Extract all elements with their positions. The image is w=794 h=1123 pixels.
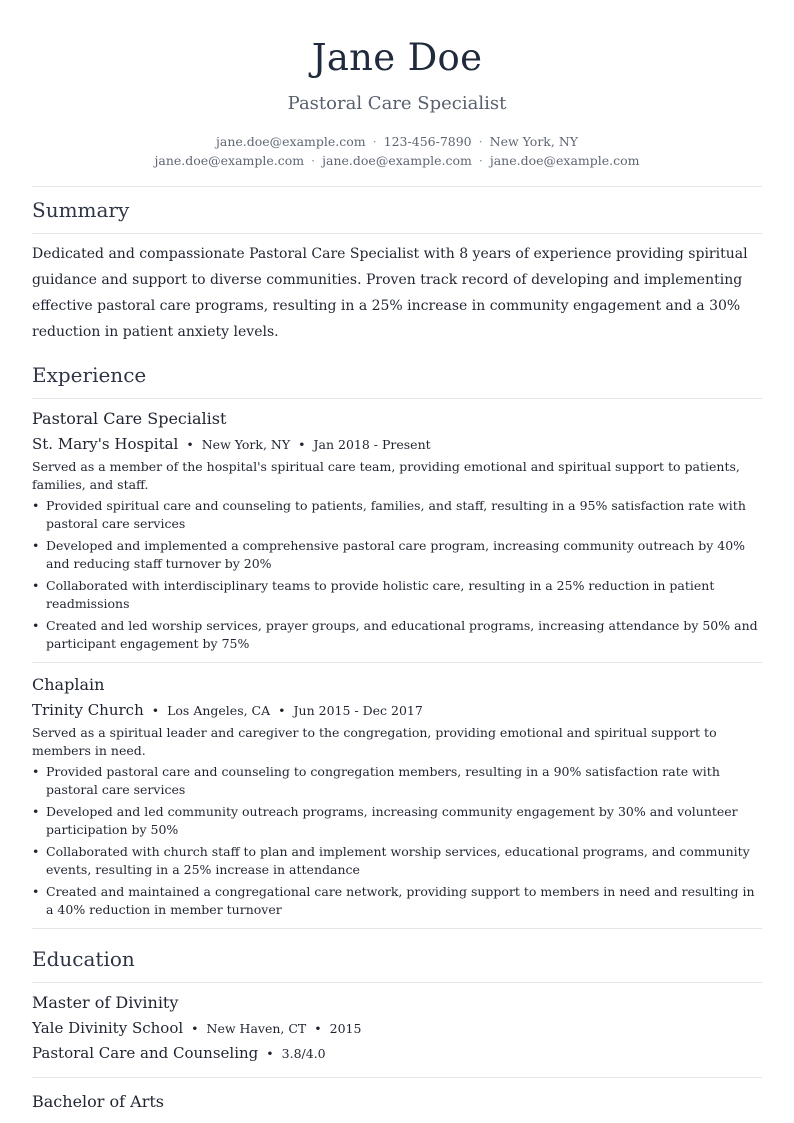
summary-heading: Summary: [32, 198, 130, 222]
bullet-icon: •: [32, 844, 40, 859]
meta-separator: •: [266, 1046, 274, 1061]
bullet-icon: •: [32, 578, 40, 593]
bullet-text: Collaborated with church staff to plan and implement worship services, educational programs, and community events, resulting in a 25% increase in attendance: [46, 844, 750, 877]
bullet-icon: •: [32, 884, 40, 899]
section-divider: [32, 928, 762, 929]
contact-separator: ·: [311, 153, 316, 168]
meta-separator: •: [278, 703, 286, 718]
meta-separator: •: [298, 437, 306, 452]
list-item: [32, 577, 762, 613]
contact-separator: ·: [478, 134, 483, 149]
experience-entry: [32, 674, 762, 919]
bullet-icon: •: [32, 618, 40, 633]
list-item: [32, 803, 762, 839]
list-item: [32, 537, 762, 573]
bullet-icon: •: [32, 764, 40, 779]
job-location: New York, NY: [201, 437, 291, 452]
bullet-icon: •: [32, 538, 40, 553]
job-bullets: [32, 497, 762, 653]
bullet-text: Developed and implemented a comprehensive pastoral care program, increasing community outreach by 40% and reducing staff turnover by 20%: [46, 538, 746, 571]
bullet-text: Created and led worship services, prayer groups, and educational programs, increasing attendance by 50% and participant engagement by 75%: [46, 618, 758, 651]
contact-line-2: [32, 151, 762, 170]
bullet-text: Created and maintained a congregational care network, providing support to members in need and resulting in a 40% reduction in member turnover: [46, 884, 755, 917]
meta-separator: •: [191, 1021, 199, 1036]
job-meta: [32, 434, 762, 455]
job-meta: [32, 700, 762, 721]
contact-separator: ·: [478, 153, 483, 168]
bullet-text: Provided pastoral care and counseling to congregation members, resulting in a 90% satisfaction rate with pastoral care services: [46, 764, 720, 797]
field-of-study: Pastoral Care and Counseling: [32, 1044, 259, 1062]
candidate-title: Pastoral Care Specialist: [287, 93, 507, 114]
candidate-name: Jane Doe: [311, 36, 483, 79]
contact-link[interactable]: jane.doe@example.com: [489, 153, 640, 168]
job-dates: Jun 2015 - Dec 2017: [293, 703, 423, 718]
contact-link[interactable]: jane.doe@example.com: [322, 153, 472, 168]
school-location: New Haven, CT: [206, 1021, 307, 1036]
education-entry: [32, 992, 762, 1064]
gpa: 3.8/4.0: [281, 1046, 326, 1061]
bullet-text: Collaborated with interdisciplinary teams to provide holistic care, resulting in a 25% reduction in patient readmissions: [46, 578, 715, 611]
list-item: [32, 763, 762, 799]
job-description: Served as a spiritual leader and caregiver to the congregation, providing emotional and spiritual support to members in need.: [32, 725, 717, 758]
experience-heading: Experience: [32, 363, 147, 387]
experience-entry: [32, 408, 762, 653]
education-divider: [32, 982, 762, 983]
contact-phone[interactable]: 123-456-7890: [383, 134, 472, 149]
meta-separator: •: [186, 437, 194, 452]
contact-link[interactable]: jane.doe@example.com: [154, 153, 305, 168]
job-description: Served as a member of the hospital's spiritual care team, providing emotional and spiritual support to patients, families, and staff.: [32, 459, 740, 492]
meta-separator: •: [314, 1021, 322, 1036]
contact-location: New York, NY: [489, 134, 579, 149]
list-item: [32, 883, 762, 919]
experience-divider: [32, 398, 762, 399]
list-item: [32, 497, 762, 533]
bullet-text: Developed and led community outreach programs, increasing community engagement by 30% and volunteer participation by 50%: [46, 804, 738, 837]
education-entry-divider: [32, 1077, 762, 1078]
job-organization: St. Mary's Hospital: [32, 435, 179, 453]
job-dates: Jan 2018 - Present: [313, 437, 431, 452]
degree-title: Master of Divinity: [32, 993, 179, 1012]
contact-email[interactable]: jane.doe@example.com: [215, 134, 366, 149]
education-heading: Education: [32, 947, 135, 971]
education-meta: [32, 1018, 762, 1039]
job-bullets: [32, 763, 762, 919]
resume-header: [32, 0, 762, 170]
summary-text: Dedicated and compassionate Pastoral Care Specialist with 8 years of experience providing spiritual guidance and support to diverse communities. Proven track record of developing and implementing effective pastoral care programs, resulting in a 25% increase in community engagement and a 30% reduction in patient anxiety levels.: [32, 246, 748, 340]
meta-separator: •: [151, 703, 160, 718]
summary-divider: [32, 233, 762, 234]
bullet-icon: •: [32, 804, 40, 819]
school-name: Yale Divinity School: [32, 1019, 184, 1037]
contact-separator: ·: [372, 134, 377, 149]
list-item: [32, 617, 762, 653]
job-divider: [32, 662, 762, 663]
job-title: Chaplain: [32, 675, 105, 694]
job-title: Pastoral Care Specialist: [32, 409, 227, 428]
job-organization: Trinity Church: [32, 701, 144, 719]
list-item: [32, 843, 762, 879]
graduation-year: 2015: [329, 1021, 362, 1036]
education-field-meta: [32, 1043, 762, 1064]
degree-title: Bachelor of Arts: [32, 1092, 164, 1111]
header-divider: [32, 186, 762, 187]
contact-line-1: [32, 132, 762, 151]
bullet-text: Provided spiritual care and counseling to patients, families, and staff, resulting in a 95% satisfaction rate with pastoral care services: [46, 498, 746, 531]
education-entry: [32, 1091, 762, 1113]
bullet-icon: •: [32, 498, 40, 513]
job-location: Los Angeles, CA: [167, 703, 271, 718]
